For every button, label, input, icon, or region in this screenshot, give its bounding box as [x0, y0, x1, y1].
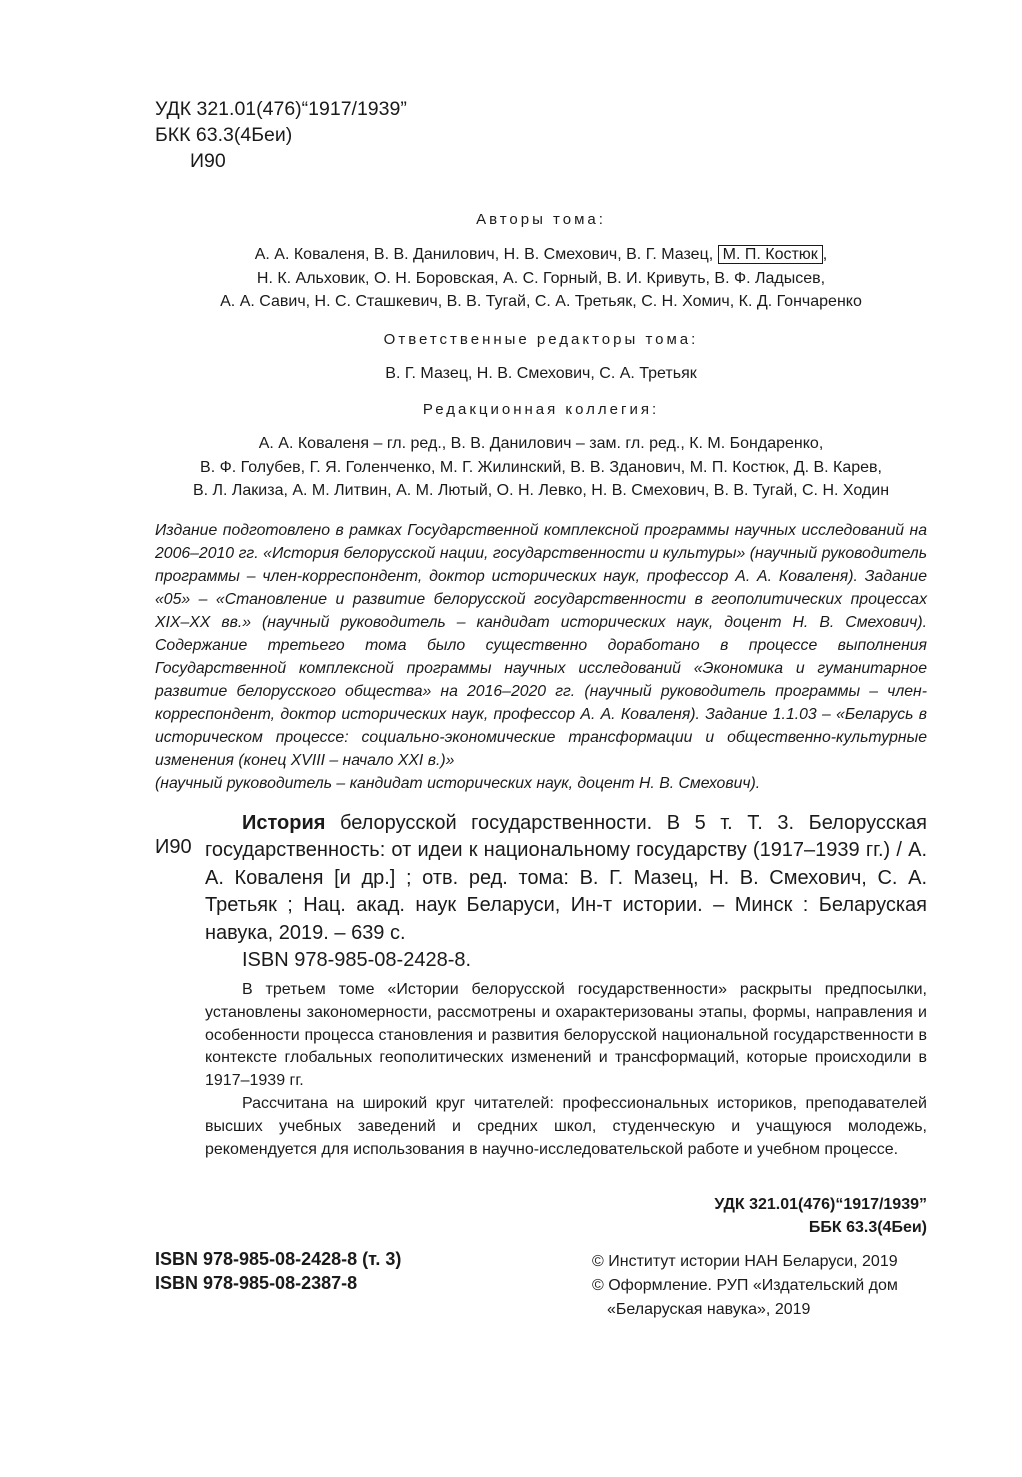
board-line-2: В. Ф. Голубев, Г. Я. Голенченко, М. Г. Жилинский, В. В. Зданович, М. П. Костюк, Д. В. Карев,	[200, 458, 882, 476]
catalog-isbn: ISBN 978-985-08-2428-8.	[242, 949, 472, 972]
bbk-code: БКК 63.3(4Беи)	[155, 124, 293, 146]
catalog-description	[205, 810, 927, 947]
isbn-volume: ISBN 978-985-08-2428-8 (т. 3)	[155, 1249, 402, 1269]
highlighted-author: М. П. Костюк	[718, 245, 823, 264]
abstract-paragraph-1: В третьем томе «Истории белорусской государственности» раскрыты предпосылки, установлены закономерности, рассмотрены и охарактеризованы этапы, формы, направления и особенности процесса становления и развития белорусской национальной государственности в контексте глобальных геополитических изменений и трансформаций, которые происходили в 1917–1939 гг.	[205, 981, 927, 1090]
editors-heading: Ответственные редакторы тома:	[383, 331, 699, 348]
copyright-block	[592, 1250, 898, 1322]
program-note	[155, 519, 927, 795]
bottom-classification-codes	[714, 1193, 927, 1239]
authors-line-2: Н. К. Альховик, О. Н. Боровская, А. С. Горный, В. И. Кривуть, В. Ф. Ладысев,	[256, 269, 826, 287]
authors-line-1: А. А. Коваленя, В. В. Данилович, Н. В. Смехович, В. Г. Мазец, М. П. Костюк ,	[254, 246, 828, 263]
board-heading: Редакционная коллегия:	[422, 401, 660, 418]
copyright-design: © Оформление. РУП «Издательский дом	[592, 1277, 898, 1294]
isbn-block	[155, 1247, 401, 1295]
author-mark: И90	[190, 150, 226, 172]
catalog-title-bold: История	[242, 812, 326, 834]
board-list	[155, 432, 927, 503]
isbn-set: ISBN 978-985-08-2387-8	[155, 1273, 358, 1293]
editors-list: В. Г. Мазец, Н. В. Смехович, С. А. Третьяк	[385, 365, 697, 382]
authors-heading: Авторы тома:	[476, 211, 606, 228]
editors-section	[155, 330, 927, 386]
program-note-body: Издание подготовлено в рамках Государственной комплексной программы научных исследований на 2006–2010 гг. «История белорусской нации, государственности и культуры» (научный руководитель программы – член-корреспондент, доктор исторических наук, профессор А. А. Коваленя). Задание «05» – «Становление и развитие белорусской государственности в геополитических процессах XIX–XX вв.» (научный руководитель – кандидат исторических наук, доцент Н. В. Смехович). Содержание третьего тома было существенно доработано в процессе выполнения Государственной комплексной программы научных исследований «Экономика и гуманитарное развитие белорусского общества» на 2016–2020 гг. (научный руководитель программы – член-корреспондент, доктор исторических наук, профессор А. А. Коваленя). Задание 1.1.03 – «Беларусь в историческом процессе: социально-экономические трансформации и общественно-культурные изменения (конец XVIII – начало XXI в.)»	[155, 522, 927, 769]
catalog-author-mark: И90	[155, 836, 192, 858]
bottom-udk-code: УДК 321.01(476)“1917/1939”	[714, 1196, 927, 1213]
authors-list	[155, 243, 927, 314]
copyright-institute: © Институт истории НАН Беларуси, 2019	[592, 1253, 898, 1270]
copyright-publisher: «Беларуская навука», 2019	[607, 1301, 811, 1318]
udk-code: УДК 321.01(476)“1917/1939”	[155, 98, 407, 120]
abstract	[205, 979, 927, 1161]
top-classification-codes	[155, 96, 407, 174]
catalog-title-rest: белорусской государственности. В 5 т. Т. 3. Белорусская государственность: от идеи к национальному государству (1917–1939 гг.) / А. А. Коваленя [и др.] ; отв. ред. тома: В. Г. Мазец, Н. В. Смехович, С. А. Третьяк ; Нац. акад. наук Беларуси, Ин-т истории. – Минск : Беларуская навука, 2019. – 639 с.	[205, 812, 927, 944]
bottom-bbk-code: ББК 63.3(4Беи)	[808, 1219, 927, 1236]
board-line-1: А. А. Коваленя – гл. ред., В. В. Данилович – зам. гл. ред., К. М. Бондаренко,	[258, 435, 824, 452]
abstract-paragraph-2: Рассчитана на широкий круг читателей: профессиональных историков, преподавателей высших учебных заведений и средних школ, студенческую и учащуюся молодежь, рекомендуется для использования в научно-исследовательской работе и учебном процессе.	[205, 1094, 927, 1158]
board-section	[155, 400, 927, 503]
authors-section	[155, 210, 927, 314]
program-note-last-line: (научный руководитель – кандидат исторических наук, доцент Н. В. Смехович).	[155, 775, 761, 792]
board-line-3: В. Л. Лакиза, А. М. Литвин, А. М. Лютый, О. Н. Левко, Н. В. Смехович, В. В. Тугай, С. Н. Ходин	[192, 482, 890, 499]
catalog-entry	[205, 810, 927, 974]
authors-line-3: А. А. Савич, Н. С. Сташкевич, В. В. Тугай, С. А. Третьяк, С. Н. Хомич, К. Д. Гончаренко	[220, 293, 862, 310]
